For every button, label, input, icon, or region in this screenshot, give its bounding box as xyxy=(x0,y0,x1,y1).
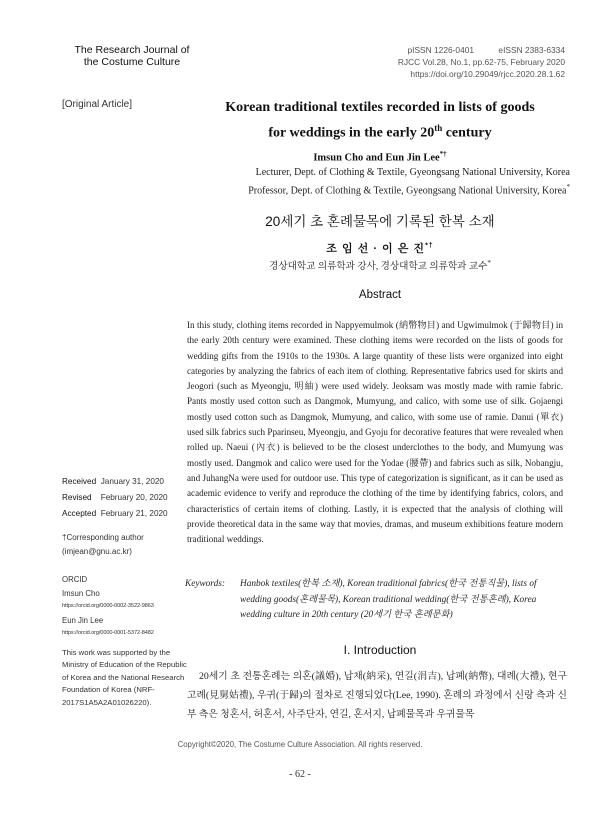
received-date: Received January 31, 2020 xyxy=(62,477,164,486)
affiliation-1: Lecturer, Dept. of Clothing & Textile, Gyeongsang National University, Korea xyxy=(255,167,570,178)
journal-name xyxy=(62,44,202,68)
affiliation-2: Professor, Dept. of Clothing & Textile, Gyeongsang National University, Korea* xyxy=(248,183,570,197)
eissn: eISSN 2383-6334 xyxy=(498,45,565,55)
issn-block xyxy=(375,44,565,80)
introduction-heading: I. Introduction xyxy=(343,643,417,657)
title-line1: Korean traditional textiles recorded in lists of goods xyxy=(225,100,535,115)
abstract-text: In this study, clothing items recorded in Nappyemulmok (納幣物目) and Ugwimulmok (于歸物目) in the early 20th century were examined. These clothing items were recorded on the lists of goods for wedding gifts from the 1910s to the 1930s. A large quantity of these lists were organized into eight categories by analyzing the fabrics of each item of clothing. Representative fabrics used for skirts and Jeogori (such as Myeongju, 明紬) were used widely. Jeoksam was mostly made with ramie fabric. Pants mostly used cotton such as Dangmok, Mumyung, and calico, with some use of silk. Gojaengi mostly used cotton such as Dangmok, Mumyung, and calico, with some use of ramie. Danui (單衣) used silk fabrics such Pparinseu, Myeongju, and Gyoju for decorative features that were revealed when rolled up. Naeui (內衣) is believed to be the closest underclothes to the body, and Mumyung was mostly used. Dangmok and calico were used for the Yodae (腰帶) and fabrics such as silk, Nobangju, and JuhangNa were used for outdoor use. This type of categorization is significant, as it can be used as academic evidence to verify and reproduce the clothing of the time by identifying fabrics, colors, and characteristics of certain items of clothing. Lastly, it is expected that the analysis of clothing will provide theoretical data in the same way that movies, dramas, and museum exhibitions feature modern traditional weddings. xyxy=(187,320,563,545)
corresponding-author xyxy=(62,531,187,558)
keywords-text: Hanbok textiles(한복 소재), Korean traditional fabrics(한국 전통직물), lists of wedding goods(혼례물목), Korean traditional wedding(한국 전통혼례), Korea wedding culture in 20th century (20세기 한국 혼례문화) xyxy=(240,579,537,620)
korean-affiliation: 경상대학교 의류학과 강사, 경상대학교 의류학과 교수* xyxy=(269,258,491,272)
keywords xyxy=(185,577,565,624)
orcid-block xyxy=(62,573,187,641)
article-type: [Original Article] xyxy=(62,99,133,110)
journal-name-line2: the Costume Culture xyxy=(83,56,181,68)
copyright: Copyright©2020, The Costume Culture Association. All rights reserved. xyxy=(177,740,423,749)
authors: Imsun Cho and Eun Jin Lee*† xyxy=(313,150,447,164)
orcid-heading: ORCID xyxy=(62,575,88,584)
orcid-link-2[interactable]: https://orcid.org/0000-0001-5372-8482 xyxy=(62,630,154,636)
corresponding-label: †Corresponding author xyxy=(62,533,144,542)
funding-note: This work was supported by the Ministry of Education of the Republic of Korea and the National Research Foundation of Korea (NRF-2017S1A5A2A01026220). xyxy=(62,648,187,707)
citation: RJCC Vol.28, No.1, pp.62-75, February 2020 xyxy=(397,57,565,67)
accepted-date: Accepted February 21, 2020 xyxy=(62,509,168,518)
affiliations xyxy=(185,165,570,198)
doi-link[interactable]: https://doi.org/10.29049/rjcc.2020.28.1.62 xyxy=(410,69,565,79)
orcid-name-1: Imsun Cho xyxy=(62,588,100,598)
introduction-paragraph: 20세기 초 전통혼례는 의혼(議婚), 납채(納采), 연길(涓吉), 납폐(納幣), 대례(大禮), 현구고례(見舅姑禮), 우귀(于歸)의 절차로 진행되었다(Lee, 1990). 혼례의 과정에서 신랑 측과 신부 측은 청혼서, 허혼서, 사주단자, 연길, 혼서지, 납폐물목과 우귀물목 xyxy=(187,671,567,720)
title-line2: for weddings in the early 20th century xyxy=(268,123,492,141)
authors-mark: *† xyxy=(439,150,447,158)
article-dates xyxy=(62,474,187,522)
revised-date: Revised February 20, 2020 xyxy=(62,493,168,502)
korean-authors: 조 임 선 · 이 은 진*† xyxy=(326,242,434,255)
korean-title: 20세기 초 혼례물목에 기록된 한복 소재 xyxy=(265,214,495,229)
journal-name-line1: The Research Journal of xyxy=(74,44,190,56)
pissn: pISSN 1226-0401 xyxy=(407,45,475,55)
orcid-name-2: Eun Jin Lee xyxy=(62,615,104,625)
paper-title xyxy=(190,97,570,144)
corresponding-email[interactable]: (imjean@gnu.ac.kr) xyxy=(62,546,132,556)
orcid-link-1[interactable]: https://orcid.org/0000-0002-3522-9863 xyxy=(62,603,154,609)
abstract-heading: Abstract xyxy=(358,289,402,301)
introduction-text xyxy=(187,667,567,724)
keywords-label: Keywords: xyxy=(185,579,225,589)
page-number: - 62 - xyxy=(289,769,311,780)
